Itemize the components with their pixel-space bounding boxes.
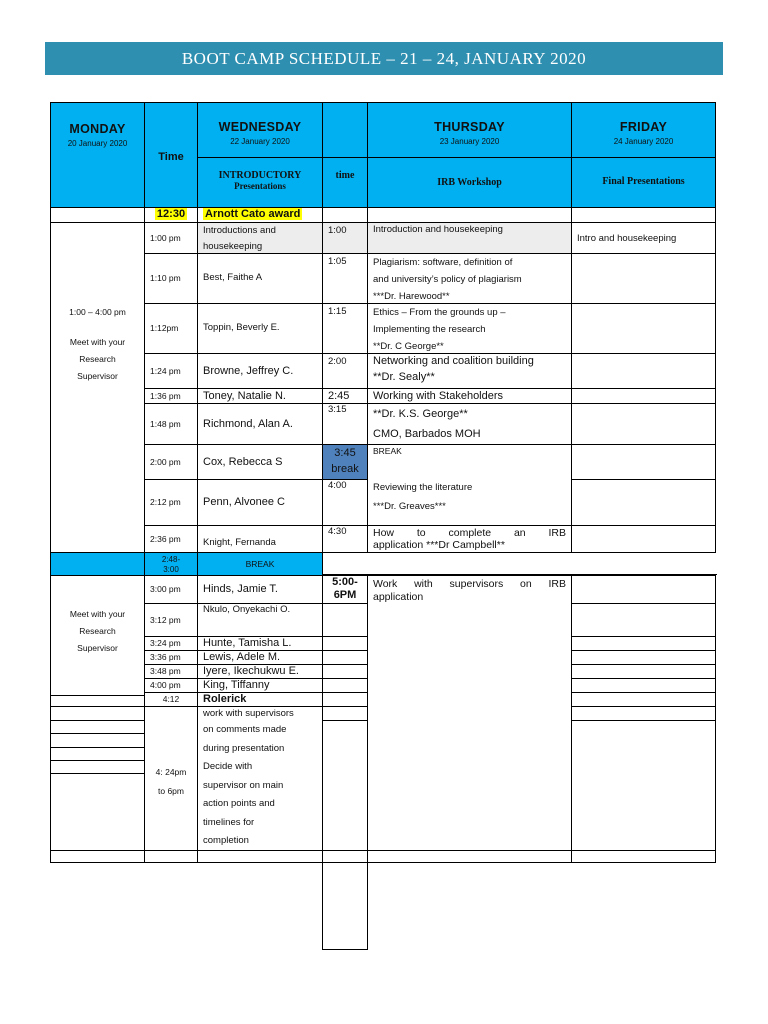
wed-cell-presenter: King, Tiffanny [197, 678, 323, 693]
item-line: BREAK [373, 446, 402, 456]
time-cell: 3:12 pm [144, 603, 198, 637]
day-name: FRIDAY [619, 120, 668, 134]
day-date: 22 January 2020 [230, 136, 290, 146]
cell-empty [571, 678, 716, 693]
thu-time-cell: 2:45 [322, 388, 368, 404]
cell-empty [50, 850, 145, 863]
day-name: WEDNESDAY [218, 120, 302, 134]
cell-empty [571, 650, 716, 665]
break-time: 2:48- [161, 555, 181, 564]
time-cell: 3:24 pm [144, 636, 198, 651]
cell-empty [322, 720, 368, 950]
time-cell: 3:36 pm [144, 650, 198, 665]
wed-cell-cato [197, 207, 323, 223]
time-line: to 6pm [158, 785, 184, 796]
thu-time-cell: 3:15 [322, 403, 368, 445]
subheader-title: INTRODUCTORY [218, 170, 302, 181]
item-line: Work with supervisors on IRB [373, 578, 566, 590]
item-line: supervisor on main [203, 779, 284, 791]
item-line: completion [203, 835, 249, 846]
day-date: 23 January 2020 [439, 136, 500, 146]
header-monday [50, 102, 145, 208]
item-line: Reviewing the literature [373, 482, 473, 493]
wed-cell-presenter: Cox, Rebecca S [197, 444, 323, 480]
item-line: **Dr. Sealy** [373, 371, 435, 383]
time-line: 4: 24pm [155, 767, 187, 777]
cell-empty [50, 773, 145, 851]
wed-cell-presenter: Iyere, Ikechukwu E. [197, 664, 323, 679]
subheader-irb [367, 157, 572, 208]
cell-empty [571, 525, 716, 553]
cell-empty [50, 706, 145, 721]
item-line: timelines for [203, 816, 255, 828]
item-line: during presentation [203, 742, 285, 754]
break-label: break [331, 463, 359, 475]
day-name: MONDAY [69, 122, 126, 136]
header-thursday [367, 102, 572, 158]
item-line: Implementing the research [373, 324, 486, 335]
thu-item-supervisors [367, 575, 572, 851]
item-line: Plagiarism: software, definition of [373, 257, 513, 268]
item-line: CMO, Barbados MOH [373, 428, 481, 440]
item-line: ***Dr. Greaves*** [373, 501, 446, 512]
wed-cell-presenter: Nkulo, Onyekachi O. [197, 603, 323, 637]
item-line: work with supervisors [203, 708, 294, 719]
cell-empty [571, 664, 716, 679]
thu-time-cell: 4:00 [322, 479, 368, 526]
cell-empty [571, 353, 716, 389]
time-cell: 1:48 pm [144, 403, 198, 445]
time-cell-final [144, 706, 198, 851]
header-time [144, 102, 198, 208]
item-line: ***Dr. Harewood** [373, 291, 450, 302]
time-line: 5:00- [332, 576, 358, 588]
wed-cell-presenter: Knight, Fernanda [197, 525, 323, 553]
thu-break-cell [322, 444, 368, 480]
award-highlight: Arnott Cato award [205, 208, 301, 220]
day-name: THURSDAY [434, 120, 505, 134]
time-cell: 4:12 [144, 692, 198, 707]
thu-item-irb [367, 525, 572, 553]
item-line: **Dr. C George** [373, 341, 444, 352]
time-cell: 1:24 pm [144, 353, 198, 389]
thu-item-ksg [367, 403, 572, 445]
item-line: housekeeping [203, 241, 263, 252]
thu-item: Working with Stakeholders [367, 388, 572, 404]
cell-empty [571, 850, 716, 863]
wed-cell-presenter: Hinds, Jamie T. [197, 575, 323, 604]
subheader-final [571, 157, 716, 208]
wed-cell-presenter: Lewis, Adele M. [197, 650, 323, 665]
item-line: How to complete an IRB [373, 527, 566, 539]
item-line: **Dr. K.S. George** [373, 408, 468, 420]
time-cell: 1:10 pm [144, 253, 198, 304]
cell-empty [571, 388, 716, 404]
subheader-title: time [335, 170, 355, 181]
day-date: 24 January 2020 [613, 136, 674, 146]
cell-empty [571, 479, 716, 526]
wed-cell-presenter: Toney, Natalie N. [197, 388, 323, 404]
time-cell: 1:00 pm [144, 222, 198, 254]
fri-item: Intro and housekeeping [571, 222, 716, 254]
cell-empty [322, 850, 368, 863]
cell-empty [571, 692, 716, 707]
page-title: BOOT CAMP SCHEDULE – 21 – 24, JANUARY 2020 [45, 42, 723, 75]
cell-empty [367, 850, 572, 863]
time-cell: 4:00 pm [144, 678, 198, 693]
time-line: 6PM [333, 589, 357, 601]
wed-cell-presenter: Toppin, Beverly E. [197, 303, 323, 354]
header-wednesday [197, 102, 323, 158]
monday-block-1 [50, 222, 145, 553]
item-line: action points and [203, 798, 275, 809]
cell-empty [322, 207, 368, 223]
cell-empty [50, 720, 145, 734]
item-line: on comments made [203, 724, 287, 735]
thu-item: Introduction and housekeeping [367, 222, 572, 254]
time-cell: 2:36 pm [144, 525, 198, 553]
cell-empty [50, 747, 145, 761]
cell-empty [571, 444, 716, 480]
wed-cell-work-supervisors [197, 706, 323, 851]
item-line: Networking and coalition building [373, 355, 534, 367]
break-row-rule [323, 552, 717, 575]
time-cell: 3:00 pm [144, 575, 198, 604]
cell-empty [322, 603, 368, 637]
thu-time-cell: 4:30 [322, 525, 368, 553]
subheader-subtitle: Presentations [234, 181, 286, 191]
thu-time-cell [322, 575, 368, 604]
subheader-title: IRB Workshop [437, 177, 502, 188]
meet-line: Meet with your [69, 336, 126, 347]
break-label: BREAK [197, 552, 323, 576]
schedule-table [51, 103, 717, 864]
wed-cell-intro [197, 222, 323, 254]
wed-cell-presenter: Penn, Alvonee C [197, 479, 323, 526]
thu-time-cell: 2:00 [322, 353, 368, 389]
meet-line: Supervisor [77, 643, 118, 653]
cell-empty [197, 850, 323, 863]
header-friday [571, 102, 716, 158]
item-line: application ***Dr Campbell** [373, 539, 505, 551]
wed-cell-presenter: Rolerick [197, 692, 323, 707]
break-time-cell [144, 552, 198, 576]
time-cell: 3:48 pm [144, 664, 198, 679]
meet-line: Supervisor [77, 370, 118, 381]
thu-time-cell: 1:15 [322, 303, 368, 354]
time-cell: 2:12 pm [144, 479, 198, 526]
cell-empty [571, 207, 716, 223]
meet-line: Meet with your [69, 609, 126, 619]
cell-empty [571, 636, 716, 651]
cell-empty [367, 207, 572, 223]
thu-time-cell: 1:05 [322, 253, 368, 304]
subheader-introductory [197, 157, 323, 208]
cell-empty [144, 850, 198, 863]
time-highlight: 12:30 [156, 208, 186, 220]
cell-empty [571, 253, 716, 304]
thu-item-plagiarism [367, 253, 572, 304]
meet-line: Research [79, 353, 116, 364]
thu-item-networking [367, 353, 572, 389]
cell-empty [571, 303, 716, 354]
item-line: Ethics – From the grounds up – [373, 307, 506, 318]
cell-empty [571, 720, 716, 851]
cell-empty [571, 575, 716, 604]
cell-empty [571, 603, 716, 637]
thu-item-ethics [367, 303, 572, 354]
cell-empty [322, 650, 368, 665]
cell-empty [50, 733, 145, 748]
item-line: application [373, 591, 424, 603]
cell-empty [322, 692, 368, 707]
time-block: 1:00 – 4:00 pm [69, 307, 126, 317]
break-time: 3:45 [334, 447, 356, 459]
break-time: 3:00 [163, 565, 179, 574]
cell-empty [50, 207, 145, 223]
wed-cell-presenter: Browne, Jeffrey C. [197, 353, 323, 389]
cell-empty [571, 706, 716, 721]
thu-item-break-review [367, 444, 572, 526]
item-line: Introductions and [203, 225, 276, 236]
wed-cell-presenter: Hunte, Tamisha L. [197, 636, 323, 651]
cell-empty [322, 678, 368, 693]
thu-time-cell: 1:00 [322, 222, 368, 254]
time-cell: 1:12pm [144, 303, 198, 354]
wed-cell-presenter: Best, Faithe A [197, 253, 323, 304]
item-line: and university’s policy of plagiarism [373, 274, 522, 285]
meet-line: Research [79, 626, 116, 636]
subheader-time [322, 157, 368, 208]
time-cell: 1:36 pm [144, 388, 198, 404]
subheader-title: Final Presentations [602, 176, 685, 187]
time-label: Time [158, 151, 184, 163]
cell-empty [50, 760, 145, 774]
item-line: Decide with [203, 761, 253, 772]
time-cell: 2:00 pm [144, 444, 198, 480]
header-blank [322, 102, 368, 158]
monday-block-2 [50, 575, 145, 696]
time-cell [144, 207, 198, 223]
cell-empty [322, 706, 368, 721]
cell-empty [571, 403, 716, 445]
wed-cell-presenter: Richmond, Alan A. [197, 403, 323, 445]
cell-empty [322, 636, 368, 651]
day-date: 20 January 2020 [67, 138, 128, 148]
break-row-cell [50, 552, 145, 576]
cell-empty [322, 664, 368, 679]
